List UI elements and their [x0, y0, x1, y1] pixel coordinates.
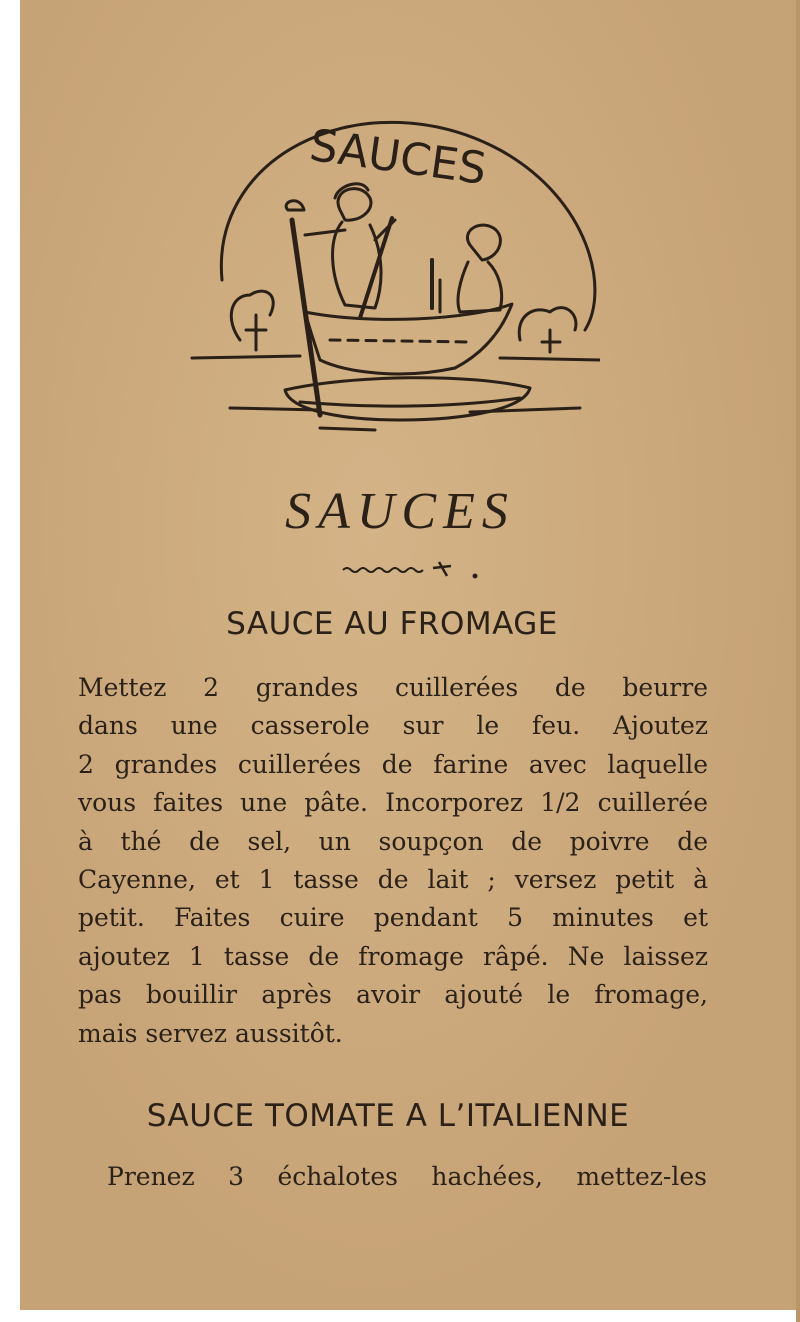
- boat-cooks-illustration: [170, 90, 600, 450]
- right-tree: [519, 308, 576, 340]
- cook-head: [338, 189, 371, 221]
- second-cook-head: [467, 225, 500, 260]
- section-heading-sauce-tomate: SAUCE TOMATE A L’ITALIENNE: [146, 1098, 630, 1134]
- section-heading-sauce-au-fromage: SAUCE AU FROMAGE: [226, 606, 558, 642]
- paragraph-line: vous faites une pâte. Incorporez 1/2 cuillerée: [78, 788, 708, 818]
- illustration-caption: SAUCES: [306, 119, 490, 196]
- squiggle-ornament-icon: [335, 556, 495, 584]
- left-tree: [231, 291, 273, 340]
- paragraph-line: 2 grandes cuillerées de farine avec laquelle: [78, 749, 708, 779]
- paragraph-line: Cayenne, et 1 tasse de lait ; versez petit à: [78, 864, 708, 894]
- paragraph-line: petit. Faites cuire pendant 5 minutes et: [78, 903, 708, 933]
- recipe-paragraph-sauce-tomate: [107, 1158, 707, 1196]
- recipe-paragraph-sauce-au-fromage: [78, 669, 708, 1053]
- paragraph-line: à thé de sel, un soupçon de poivre de: [78, 826, 708, 856]
- page-title: SAUCES: [285, 483, 515, 540]
- paragraph-line: Mettez 2 grandes cuillerées de beurre: [78, 673, 708, 702]
- paragraph-line: mais servez aussitôt.: [78, 1018, 343, 1048]
- paragraph-line: Prenez 3 échalotes hachées, mettez-les: [107, 1162, 707, 1191]
- page-edge: [796, 0, 800, 1322]
- paragraph-line: pas bouillir après avoir ajouté le fromage,: [78, 980, 708, 1010]
- paragraph-line: dans une casserole sur le feu. Ajoutez: [78, 711, 708, 741]
- paragraph-line: ajoutez 1 tasse de fromage râpé. Ne laissez: [78, 941, 708, 971]
